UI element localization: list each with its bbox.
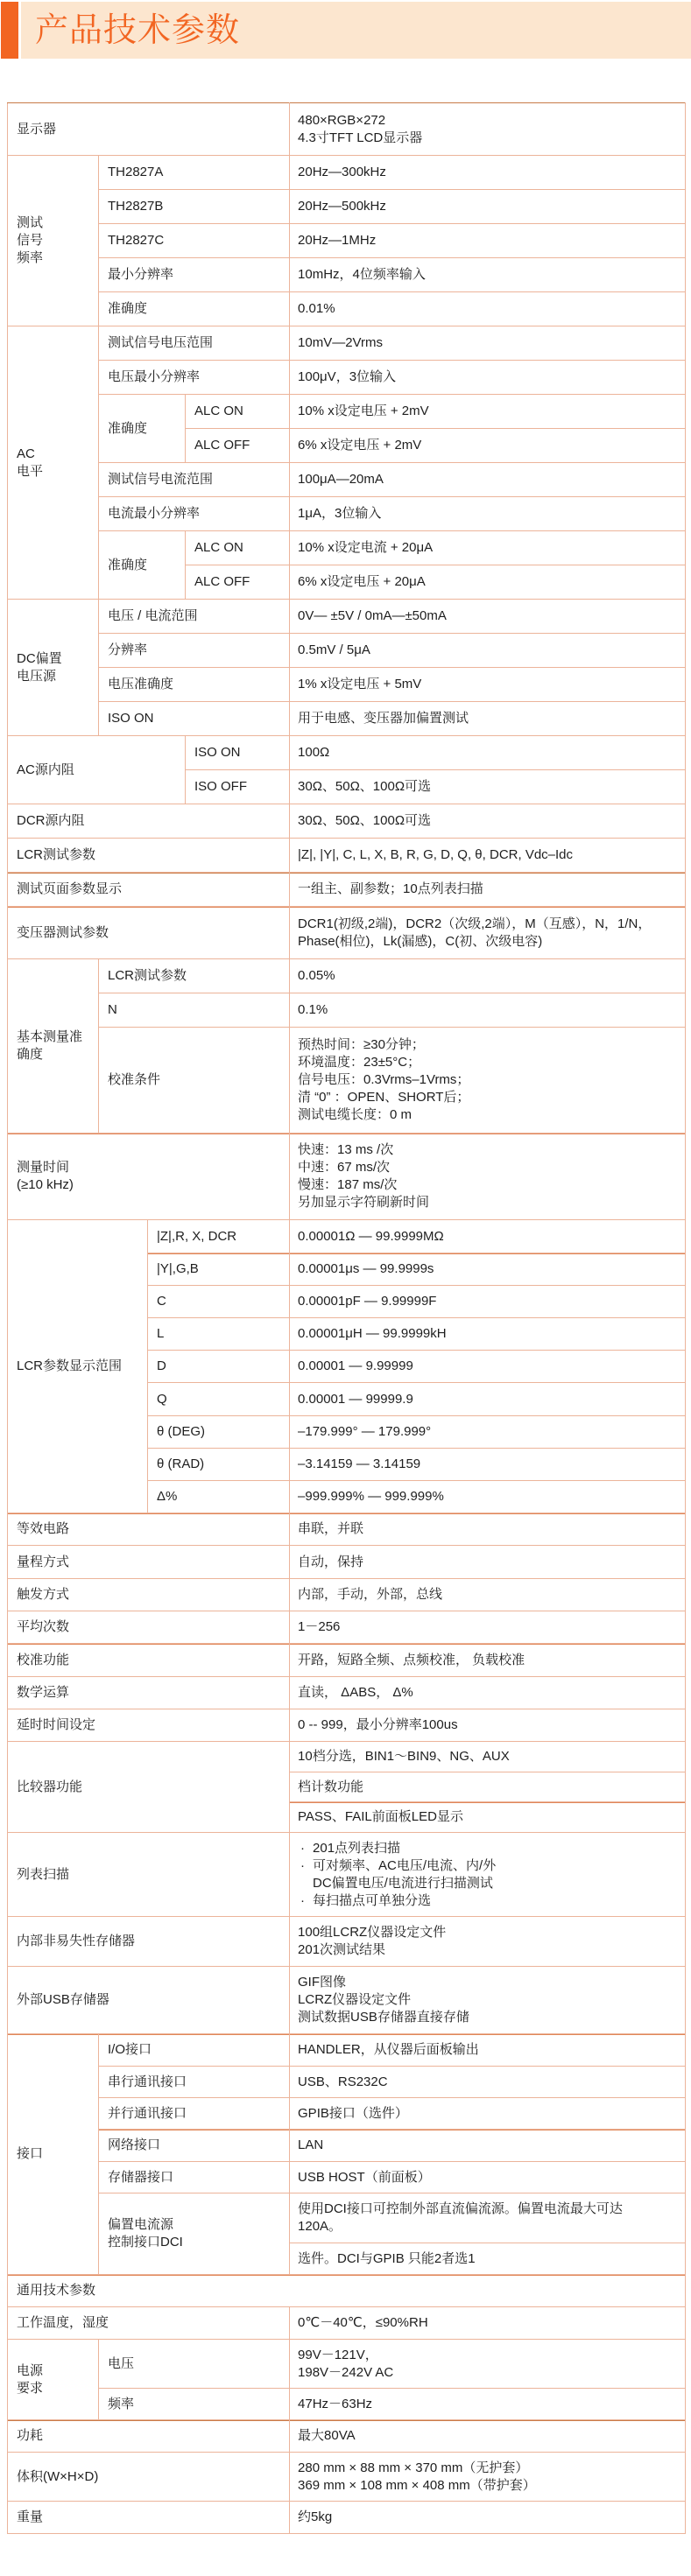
spec-label: 校准功能 [8, 1644, 290, 1677]
value-line: Phase(相位)，Lk(漏感)，C(初、次级电容) [298, 933, 543, 949]
spec-sublabel: θ (RAD) [148, 1449, 290, 1481]
spec-label: 延时时间设定 [8, 1709, 290, 1742]
spec-sublabel: C [148, 1286, 290, 1318]
spec-row-test-frequency [8, 156, 686, 190]
spec-value [290, 907, 686, 959]
dci-interface-label [99, 2193, 290, 2275]
spec-sublabel: 电压最小分辨率 [99, 361, 290, 395]
spec-row-range-mode [8, 1546, 686, 1579]
spec-value: 20Hz—1MHz [290, 224, 686, 258]
spec-sublabel: 准确度 [99, 531, 186, 600]
spec-value: 1μA，3位输入 [290, 497, 686, 531]
label-line: 控制接口DCI [108, 2235, 183, 2250]
spec-label: LCR测试参数 [8, 839, 290, 873]
spec-sublabel: LCR测试参数 [99, 959, 290, 993]
spec-value: 0.00001μs — 99.9999s [290, 1253, 686, 1286]
section-heading: 通用技术参数 [8, 2275, 686, 2307]
spec-label: 重量 [8, 2502, 290, 2534]
bullet-text [313, 1840, 400, 1857]
value-line: 120A。 [298, 2219, 342, 2234]
spec-sublabel: N [99, 993, 290, 1028]
table-row [8, 668, 686, 702]
spec-label: 外部USB存储器 [8, 1967, 290, 2034]
value-line: 慢速：187 ms/次 [298, 1177, 398, 1192]
spec-row-usb-memory [8, 1967, 686, 2034]
spec-value [290, 2453, 686, 2502]
spec-row-trigger-mode [8, 1579, 686, 1611]
label-line: 偏置电流源 [108, 2217, 174, 2232]
value-line: 369 mm × 108 mm × 408 mm（带护套） [298, 2477, 536, 2493]
spec-sublabel: L [148, 1318, 290, 1351]
spec-row-interfaces [8, 2034, 686, 2067]
value-line: 清 “0” ：OPEN、SHORT后； [298, 1090, 470, 1105]
spec-sublabel: θ (DEG) [148, 1416, 290, 1449]
spec-label: 测试页面参数显示 [8, 873, 290, 907]
spec-label: 体积(W×H×D) [8, 2453, 290, 2502]
page-title: 产品技术参数 [35, 11, 241, 49]
value-line: 使用DCI接口可控制外部直流偏流源。偏置电流最大可达 [298, 2201, 623, 2216]
spec-label [8, 1134, 290, 1220]
value-line: 198V－242V AC [298, 2364, 394, 2380]
spec-subsublabel: ALC OFF [186, 429, 290, 463]
spec-value: PASS、FAIL前面板LED显示 [290, 1802, 686, 1833]
spec-subsublabel: ALC ON [186, 531, 290, 565]
spec-sublabel: 并行通讯接口 [99, 2098, 290, 2130]
spec-sublabel: 电流最小分辨率 [99, 497, 290, 531]
spec-sublabel: ISO ON [186, 736, 290, 770]
spec-label: 列表扫描 [8, 1833, 290, 1917]
interfaces-label: 接口 [8, 2034, 99, 2275]
spec-value [290, 1917, 686, 1967]
spec-value [290, 2340, 686, 2389]
spec-subsublabel: ALC ON [186, 395, 290, 429]
table-row [8, 2130, 686, 2162]
table-row [8, 2389, 686, 2420]
value-line: DC偏置电压/电流进行扫描测试 [313, 1875, 493, 1891]
spec-value: 1－256 [290, 1611, 686, 1644]
spec-table [7, 102, 686, 2534]
spec-row-operating-env [8, 2307, 686, 2340]
bullet-item [298, 1892, 680, 1910]
label-line: AC [17, 446, 35, 461]
spec-label: 平均次数 [8, 1611, 290, 1644]
spec-row-list-sweep [8, 1833, 686, 1917]
spec-value: HANDLER，从仪器后面板输出 [290, 2034, 686, 2067]
spec-value: 约5kg [290, 2502, 686, 2534]
section-row-general [8, 2275, 686, 2307]
spec-value: –999.999% — 999.999% [290, 1481, 686, 1513]
spec-sublabel: 测试信号电压范围 [99, 326, 290, 361]
spec-value [290, 1134, 686, 1220]
spec-sublabel: TH2827C [99, 224, 290, 258]
display-label: 显示器 [8, 103, 290, 156]
spec-value: 6% x设定电压 + 2mV [290, 429, 686, 463]
spec-subsublabel: ALC OFF [186, 565, 290, 600]
value-line: 可对频率、AC电压/电流、内/外 [313, 1857, 497, 1873]
value-line: 快速：13 ms /次 [298, 1142, 394, 1157]
spec-sublabel: D [148, 1351, 290, 1383]
spec-row-dc-bias [8, 600, 686, 634]
spec-row-ac-level [8, 326, 686, 361]
spec-value: 100μV，3位输入 [290, 361, 686, 395]
spec-row-calibration-function [8, 1644, 686, 1677]
spec-label: 内部非易失性存储器 [8, 1917, 290, 1967]
spec-sublabel: 校准条件 [99, 1028, 290, 1134]
spec-value: 10档分选，BIN1～BIN9、NG、AUX [290, 1742, 686, 1772]
spec-label: 等效电路 [8, 1513, 290, 1546]
spec-value: 串联，并联 [290, 1513, 686, 1546]
table-row [8, 258, 686, 292]
spec-sublabel: 串行通讯接口 [99, 2067, 290, 2098]
spec-row-averaging [8, 1611, 686, 1644]
spec-value: 20Hz—500kHz [290, 190, 686, 224]
spec-value: 开路，短路全频、点频校准， 负载校准 [290, 1644, 686, 1677]
spec-value: 内部，手动，外部，总线 [290, 1579, 686, 1611]
label-line: 频率 [17, 250, 44, 265]
spec-value: 0℃－40℃，≤90%RH [290, 2307, 686, 2340]
label-line: 信号 [17, 233, 44, 248]
bullet-text [313, 1892, 431, 1910]
spec-value: 选件。DCI与GPIB 只能2者选1 [290, 2243, 686, 2275]
value-line: 测试数据USB存储器直接存储 [298, 2010, 469, 2025]
dc-bias-label [8, 600, 99, 736]
value-line: 480×RGB×272 [298, 112, 386, 128]
value-line: GIF图像 [298, 1975, 347, 1990]
value-line: 测试电缆长度：0 m [298, 1107, 412, 1122]
spec-value: 6% x设定电压 + 20μA [290, 565, 686, 600]
spec-row-dcr-source-impedance [8, 804, 686, 839]
spec-sublabel: Q [148, 1383, 290, 1416]
spec-sublabel: |Z|,R, X, DCR [148, 1220, 290, 1253]
spec-label: 数学运算 [8, 1677, 290, 1709]
spec-row-math [8, 1677, 686, 1709]
value-line: 中速：67 ms/次 [298, 1160, 391, 1175]
spec-sublabel: 网络接口 [99, 2130, 290, 2162]
table-row [8, 993, 686, 1028]
spec-value: 用于电感、变压器加偏置测试 [290, 702, 686, 736]
spec-sublabel: Δ% [148, 1481, 290, 1513]
label-line: 测试 [17, 215, 44, 230]
table-row [8, 497, 686, 531]
spec-row-display [8, 103, 686, 156]
table-row [8, 531, 686, 565]
spec-value: –179.999° — 179.999° [290, 1416, 686, 1449]
table-row [8, 292, 686, 326]
title-band [21, 2, 691, 59]
value-line: LCRZ仪器设定文件 [298, 1992, 412, 2007]
label-line: (≥10 kHz) [17, 1177, 74, 1192]
spec-sublabel: TH2827B [99, 190, 290, 224]
page-header [0, 2, 691, 59]
spec-row-weight [8, 2502, 686, 2534]
spec-sublabel: ISO OFF [186, 770, 290, 804]
table-row [8, 2193, 686, 2243]
spec-row-test-page-display [8, 873, 686, 907]
spec-row-equivalent-circuit [8, 1513, 686, 1546]
spec-label: 触发方式 [8, 1579, 290, 1611]
spec-value: 0.5mV / 5μA [290, 634, 686, 668]
spec-row-power [8, 2340, 686, 2389]
lcr-display-range-label: LCR参数显示范围 [8, 1220, 148, 1513]
bullet-item [298, 1857, 680, 1892]
table-row [8, 395, 686, 429]
spec-value: 自动，保持 [290, 1546, 686, 1579]
spec-label: DCR源内阻 [8, 804, 290, 839]
value-line: DCR1(初级,2端)，DCR2（次级,2端），M（互感），N，1/N， [298, 916, 652, 931]
basic-accuracy-label [8, 959, 99, 1134]
label-line: 电源 [17, 2362, 44, 2378]
table-row [8, 1028, 686, 1134]
value-line: 201点列表扫描 [313, 1840, 401, 1856]
table-row [8, 702, 686, 736]
spec-value: USB、RS232C [290, 2067, 686, 2098]
ac-level-label [8, 326, 99, 600]
spec-row-lcr-display-range [8, 1220, 686, 1253]
spec-row-delay [8, 1709, 686, 1742]
label-line: 电压源 [17, 668, 57, 684]
spec-sublabel: 电压 [99, 2340, 290, 2389]
spec-label: 变压器测试参数 [8, 907, 290, 959]
spec-value: 47Hz－63Hz [290, 2389, 686, 2420]
spec-sublabel: 准确度 [99, 292, 290, 326]
value-line: 99V－121V， [298, 2347, 378, 2362]
spec-label: 工作温度，湿度 [8, 2307, 290, 2340]
display-value [290, 103, 686, 156]
spec-value: 0.00001Ω — 99.9999MΩ [290, 1220, 686, 1253]
spec-value [290, 2193, 686, 2243]
label-line: 基本测量准 [17, 1029, 83, 1044]
spec-sublabel: 最小分辨率 [99, 258, 290, 292]
spec-value [290, 1833, 686, 1917]
spec-value: 最大80VA [290, 2420, 686, 2453]
spec-value: 0 -- 999，最小分辨率100us [290, 1709, 686, 1742]
value-line: 每扫描点可单独分选 [313, 1892, 432, 1908]
table-row [8, 361, 686, 395]
spec-value: 100μA—20mA [290, 463, 686, 497]
spec-value [290, 1967, 686, 2034]
table-row [8, 2162, 686, 2193]
spec-value: –3.14159 — 3.14159 [290, 1449, 686, 1481]
spec-sublabel: 存储器接口 [99, 2162, 290, 2193]
value-line: 信号电压：0.3Vrms–1Vrms； [298, 1072, 470, 1087]
spec-value: 0V— ±5V / 0mA—±50mA [290, 600, 686, 634]
table-row [8, 2098, 686, 2130]
spec-value: 10% x设定电流 + 20μA [290, 531, 686, 565]
spec-label: 功耗 [8, 2420, 290, 2453]
spec-sublabel: 分辨率 [99, 634, 290, 668]
spec-sublabel: ISO ON [99, 702, 290, 736]
spec-value: 10mV—2Vrms [290, 326, 686, 361]
spec-value: 0.00001 — 9.99999 [290, 1351, 686, 1383]
accent-bar [1, 2, 18, 59]
spec-row-power-consumption [8, 2420, 686, 2453]
spec-value: LAN [290, 2130, 686, 2162]
spec-sublabel: 准确度 [99, 395, 186, 463]
spec-row-dimensions [8, 2453, 686, 2502]
spec-value: 30Ω、50Ω、100Ω可选 [290, 770, 686, 804]
spec-sublabel: 频率 [99, 2389, 290, 2420]
spec-sublabel: 测试信号电流范围 [99, 463, 290, 497]
label-line: 测量时间 [17, 1160, 70, 1175]
value-line: 环境温度：23±5°C； [298, 1055, 421, 1070]
spec-value: 0.1% [290, 993, 686, 1028]
spec-value: 100Ω [290, 736, 686, 770]
label-line: DC偏置 [17, 650, 62, 666]
value-line: 4.3寸TFT LCD显示器 [298, 130, 423, 145]
spec-value: 0.00001μH — 99.9999kH [290, 1318, 686, 1351]
spec-value: 10% x设定电压 + 2mV [290, 395, 686, 429]
spec-sublabel: |Y|,G,B [148, 1253, 290, 1286]
spec-value [290, 1028, 686, 1134]
spec-value: 10mHz，4位频率输入 [290, 258, 686, 292]
bullet-icon: · [300, 1857, 306, 1873]
bullet-text [313, 1857, 496, 1892]
label-line: 电平 [17, 463, 44, 479]
value-line: 预热时间：≥30分钟； [298, 1037, 425, 1052]
spec-value: USB HOST（前面板） [290, 2162, 686, 2193]
spec-value: 一组主、副参数；10点列表扫描 [290, 873, 686, 907]
table-row [8, 463, 686, 497]
spec-row-ac-source-impedance [8, 736, 686, 770]
table-row [8, 224, 686, 258]
value-line: 另加显示字符刷新时间 [298, 1195, 430, 1210]
label-line: 确度 [17, 1047, 44, 1062]
spec-sublabel: 电压 / 电流范围 [99, 600, 290, 634]
spec-row-transformer-params [8, 907, 686, 959]
comparator-label: 比较器功能 [8, 1742, 290, 1833]
label-line: 要求 [17, 2380, 44, 2396]
spec-value: |Z|, |Y|, C, L, X, B, R, G, D, Q, θ, DCR, Vdc–Idc [290, 839, 686, 873]
power-label [8, 2340, 99, 2420]
spec-value: 30Ω、50Ω、100Ω可选 [290, 804, 686, 839]
spec-value: 20Hz—300kHz [290, 156, 686, 190]
spec-value: 档计数功能 [290, 1772, 686, 1802]
spec-sublabel: I/O接口 [99, 2034, 290, 2067]
table-row [8, 2067, 686, 2098]
spec-sublabel: TH2827A [99, 156, 290, 190]
spec-row-basic-accuracy [8, 959, 686, 993]
ac-source-impedance-label: AC源内阻 [8, 736, 186, 804]
spec-value: 0.05% [290, 959, 686, 993]
test-frequency-label [8, 156, 99, 326]
spec-row-lcr-test-params [8, 839, 686, 873]
spec-sublabel: 电压准确度 [99, 668, 290, 702]
spec-value: 0.00001 — 99999.9 [290, 1383, 686, 1416]
spec-value: 0.01% [290, 292, 686, 326]
bullet-icon: · [300, 1840, 306, 1856]
spec-row-internal-memory [8, 1917, 686, 1967]
spec-row-measurement-time [8, 1134, 686, 1220]
spec-value: 0.00001pF — 9.99999F [290, 1286, 686, 1318]
bullet-item [298, 1840, 680, 1857]
spec-label: 量程方式 [8, 1546, 290, 1579]
spec-value: 1% x设定电压 + 5mV [290, 668, 686, 702]
table-row [8, 634, 686, 668]
value-line: 100组LCRZ仪器设定文件 [298, 1925, 447, 1940]
table-row [8, 190, 686, 224]
bullet-icon: · [300, 1892, 306, 1908]
value-line: 201次测试结果 [298, 1942, 386, 1957]
spec-value: 直读， ΔABS， Δ% [290, 1677, 686, 1709]
spec-row-comparator [8, 1742, 686, 1772]
value-line: 280 mm × 88 mm × 370 mm（无护套） [298, 2460, 529, 2475]
spec-value: GPIB接口（选件） [290, 2098, 686, 2130]
